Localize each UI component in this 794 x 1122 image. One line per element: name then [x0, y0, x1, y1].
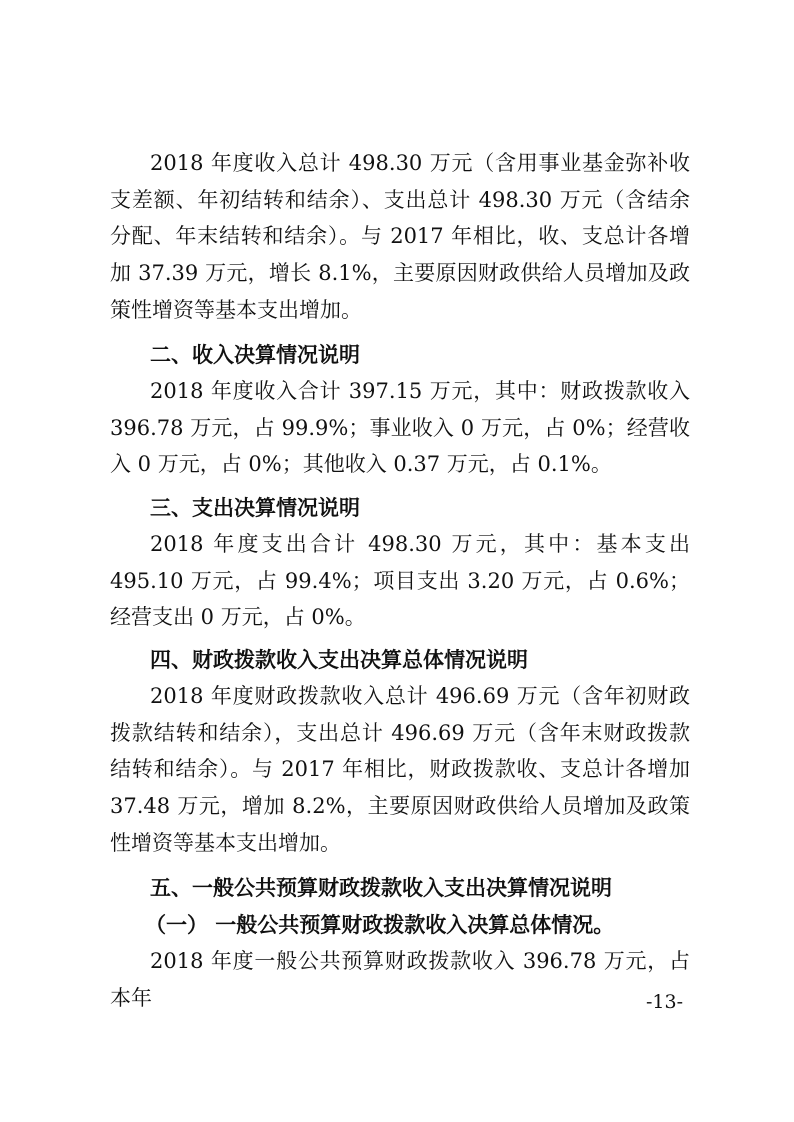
section-heading-fiscal-total: 四、财政拨款收入支出决算总体情况说明: [150, 648, 528, 672]
fiscal-total-paragraph: 2018 年度财政拨款收入总计 496.69 万元（含年初财政拨款结转和结余），支出总计 496.69 万元（含年末财政拨款结转和结余）。与 2017 年相比，财政拨款收、支总计各增加 37.48 万元，增加 8.2%，主要原因财政供给人员增加及政策性增资等基本支出增加。: [110, 684, 690, 855]
section-heading-general-budget: 五、一般公共预算财政拨款收入支出决算情况说明: [150, 876, 612, 900]
page-number: -13-: [646, 991, 684, 1013]
section-heading-income: 二、收入决算情况说明: [150, 343, 360, 367]
overview-paragraph: 2018 年度收入总计 498.30 万元（含用事业基金弥补收支差额、年初结转和结余）、支出总计 498.30 万元（含结余分配、年末结转和结余）。与 2017 年相比，收、支总计各增加 37.39 万元，增长 8.1%，主要原因财政供给人员增加及政策性增资等基本支出增加。: [110, 151, 690, 322]
income-paragraph: 2018 年度收入合计 397.15 万元，其中：财政拨款收入 396.78 万元，占 99.9%；事业收入 0 万元，占 0%；经营收入 0 万元，占 0%；其他收入 0.37 万元，占 0.1%。: [110, 379, 690, 477]
expenditure-paragraph: 2018 年度支出合计 498.30 万元，其中：基本支出 495.10 万元，占 99.4%；项目支出 3.20 万元，占 0.6%；经营支出 0 万元，占 0%。: [110, 532, 690, 630]
general-budget-paragraph: 2018 年度一般公共预算财政拨款收入 396.78 万元，占本年: [110, 949, 690, 1010]
section-heading-expenditure: 三、支出决算情况说明: [150, 496, 360, 520]
subsection-heading-general-budget-income: （一） 一般公共预算财政拨款收入决算总体情况。: [145, 912, 615, 937]
